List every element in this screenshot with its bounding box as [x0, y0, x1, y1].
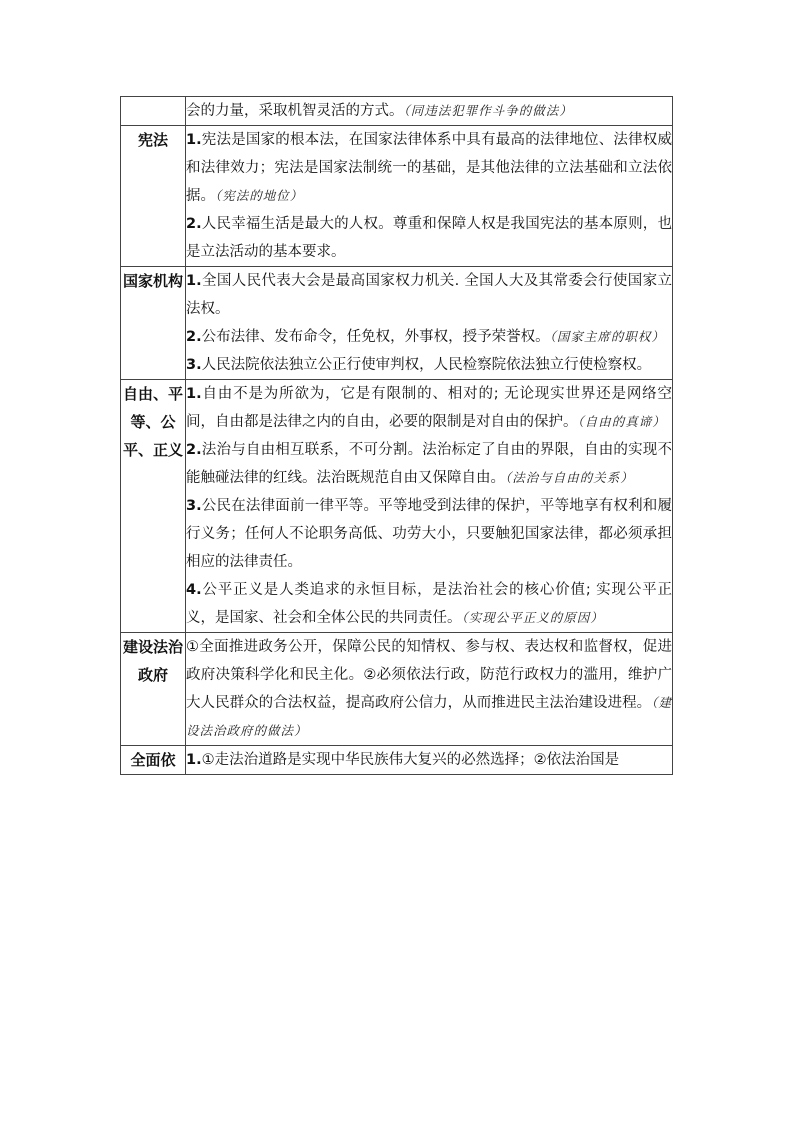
paragraph-text: 公布法律、发布命令，任免权，外事权，授予荣誉权。: [201, 329, 550, 345]
paragraph-text: ①走法治道路是实现中华民族伟大复兴的必然选择；②依法治国是: [201, 752, 620, 768]
item-number: 4.: [186, 582, 202, 598]
item-number: 1.: [186, 752, 202, 768]
content-paragraph: [186, 323, 672, 351]
content-cell: [186, 267, 673, 380]
content-paragraph: [186, 746, 672, 774]
item-number: 2.: [186, 442, 202, 458]
topic-cell: 自由、平等、公平、正义: [121, 380, 186, 633]
table-row: [121, 380, 673, 633]
content-paragraph: [186, 210, 672, 266]
table-row: [121, 267, 673, 380]
notes-table-body: [121, 97, 673, 775]
annotation-note: （建设法治政府的做法）: [186, 695, 672, 738]
content-cell: [186, 633, 673, 746]
paragraph-text: 人民幸福生活是最大的人权。尊重和保障人权是我国宪法的基本原则，也是立法活动的基本要求。: [186, 216, 672, 260]
paragraph-text: 人民法院依法独立公正行使审判权，人民检察院依法独立行使检察权。: [201, 357, 652, 373]
content-paragraph: [186, 380, 672, 436]
content-cell: [186, 746, 673, 775]
paragraph-text: 公民在法律面前一律平等。平等地受到法律的保护，平等地享有权利和履行义务；任何人不论职务高低、功劳大小，只要触犯国家法律，都必须承担相应的法律责任。: [186, 498, 672, 570]
annotation-note: （实现公平正义的原因）: [461, 610, 604, 625]
content-paragraph: [186, 633, 672, 745]
annotation-note: （同违法犯罪作斗争的做法）: [403, 103, 573, 118]
item-number: 1.: [186, 132, 202, 148]
topic-cell: 宪法: [121, 126, 186, 267]
topic-cell: 全面依: [121, 746, 186, 775]
item-number: 2.: [186, 216, 202, 232]
table-row: [121, 97, 673, 126]
annotation-note: （法治与自由的关系）: [505, 470, 634, 485]
topic-cell: 建设法治政府: [121, 633, 186, 746]
item-number: 1.: [186, 386, 202, 402]
topic-cell: [121, 97, 186, 126]
table-row: [121, 633, 673, 746]
table-row: [121, 126, 673, 267]
content-cell: [186, 380, 673, 633]
item-number: 3.: [186, 357, 202, 373]
content-paragraph: [186, 97, 672, 125]
table-row: [121, 746, 673, 775]
annotation-note: （宪法的地位）: [215, 188, 304, 203]
content-cell: [186, 97, 673, 126]
paragraph-text: 法治与自由相互联系，不可分割。法治标定了自由的界限，自由的实现不能触碰法律的红线。法治既规范自由又保障自由。: [186, 442, 672, 486]
content-paragraph: [186, 576, 672, 632]
notes-table: [120, 96, 673, 775]
paragraph-text: 宪法是国家的根本法，在国家法律体系中具有最高的法律地位、法律权威和法律效力；宪法是国家法制统一的基础，是其他法律的立法基础和立法依据。: [186, 132, 672, 204]
item-number: 3.: [186, 498, 202, 514]
paragraph-text: 自由不是为所欲为，它是有限制的、相对的; 无论现实世界还是网络空间，自由都是法律之内的自由，必要的限制是对自由的保护。: [186, 386, 672, 430]
annotation-note: （自由的真谛）: [577, 414, 666, 429]
content-paragraph: [186, 492, 672, 576]
paragraph-text: 公平正义是人类追求的永恒目标，是法治社会的核心价值; 实现公平正义，是国家、社会和全体公民的共同责任。: [186, 582, 672, 626]
content-paragraph: [186, 351, 672, 379]
paragraph-text: ①全面推进政务公开，保障公民的知情权、参与权、表达权和监督权，促进政府决策科学化和民主化。②必须依法行政，防范行政权力的滥用，维护广大人民群众的合法权益，提高政府公信力，从而推进民主法治建设进程。: [186, 639, 672, 711]
topic-cell: 国家机构: [121, 267, 186, 380]
annotation-note: （国家主席的职权）: [549, 329, 665, 344]
item-number: 2.: [186, 329, 202, 345]
content-paragraph: [186, 126, 672, 210]
paragraph-text: 全国人民代表大会是最高国家权力机关. 全国人大及其常委会行使国家立法权。: [186, 273, 672, 317]
content-paragraph: [186, 267, 672, 323]
content-cell: [186, 126, 673, 267]
content-paragraph: [186, 436, 672, 492]
paragraph-text: 会的力量，采取机智灵活的方式。: [186, 103, 404, 119]
item-number: 1.: [186, 273, 202, 289]
